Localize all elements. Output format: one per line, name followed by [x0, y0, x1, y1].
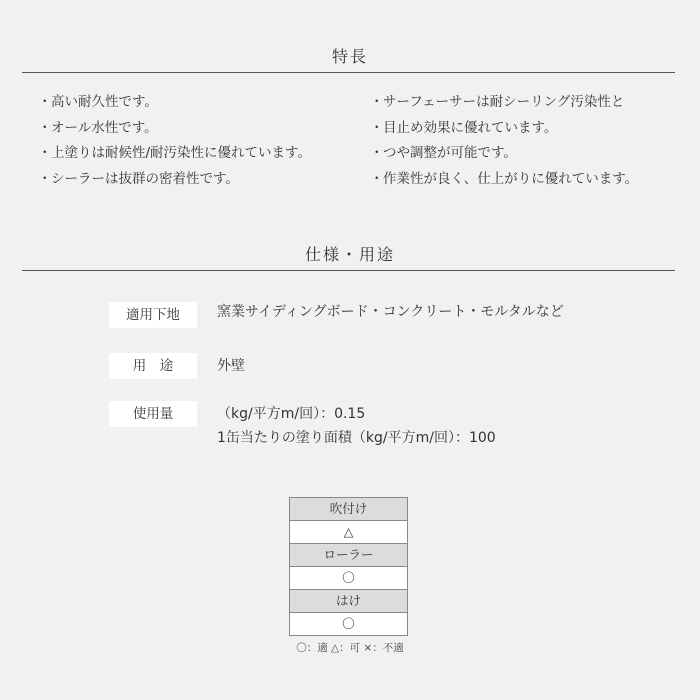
feature-item — [38, 90, 311, 116]
feature-text: 高い耐久性です。 — [51, 94, 158, 110]
bullet: ・ — [370, 170, 384, 187]
spec-value-line: 1缶当たりの塗り面積（kg/平方m/回）：100 — [217, 430, 496, 446]
features-list-right — [370, 90, 638, 192]
bullet: ・ — [370, 94, 384, 110]
rating-legend: 〇：適 △：可 ×：不適 — [296, 642, 404, 654]
method-name: 吹付け — [290, 498, 407, 521]
feature-item — [370, 167, 638, 193]
method-rating: 〇 — [290, 613, 407, 636]
spec-label: 用 途 — [109, 353, 197, 379]
specs-divider — [22, 270, 675, 271]
feature-item — [38, 141, 311, 167]
feature-item — [38, 116, 311, 142]
feature-text: サーフェーサーは耐シーリング汚染性と — [383, 94, 625, 110]
spec-label: 適用下地 — [109, 302, 197, 328]
spec-value — [217, 402, 496, 450]
bullet: ・ — [38, 145, 52, 161]
bullet: ・ — [38, 170, 52, 187]
spec-value-line: 外壁 — [217, 358, 245, 374]
feature-text: シーラーは抜群の密着性です。 — [51, 170, 239, 187]
feature-text: つや調整が可能です。 — [383, 145, 517, 161]
features-list-left — [38, 90, 311, 192]
method-name: ローラー — [290, 544, 407, 567]
spec-value-line: （kg/平方m/回）：0.15 — [217, 406, 366, 422]
feature-item — [38, 167, 311, 193]
feature-item — [370, 90, 638, 116]
features-divider — [22, 72, 675, 73]
bullet: ・ — [38, 94, 52, 110]
method-rating: 〇 — [290, 567, 407, 590]
bullet: ・ — [370, 145, 384, 161]
feature-text: オール水性です。 — [51, 119, 158, 136]
specs-title: 仕様・用途 — [304, 245, 395, 264]
feature-item — [370, 141, 638, 167]
spec-value — [217, 354, 245, 378]
feature-text: 上塗りは耐候性/耐汚染性に優れています。 — [51, 145, 311, 161]
spec-value-line: 窯業サイディングボード・コンクリート・モルタルなど — [217, 304, 564, 320]
method-rating: △ — [290, 521, 407, 544]
feature-text: 目止め効果に優れています。 — [383, 119, 558, 136]
spec-value — [217, 300, 564, 324]
features-title: 特長 — [331, 47, 368, 66]
feature-text: 作業性が良く、仕上がりに優れています。 — [383, 170, 639, 187]
feature-item — [370, 116, 638, 142]
spec-label: 使用量 — [109, 401, 197, 427]
application-method-table — [289, 497, 408, 636]
method-name: はけ — [290, 590, 407, 613]
bullet: ・ — [38, 119, 52, 136]
bullet: ・ — [370, 119, 384, 136]
